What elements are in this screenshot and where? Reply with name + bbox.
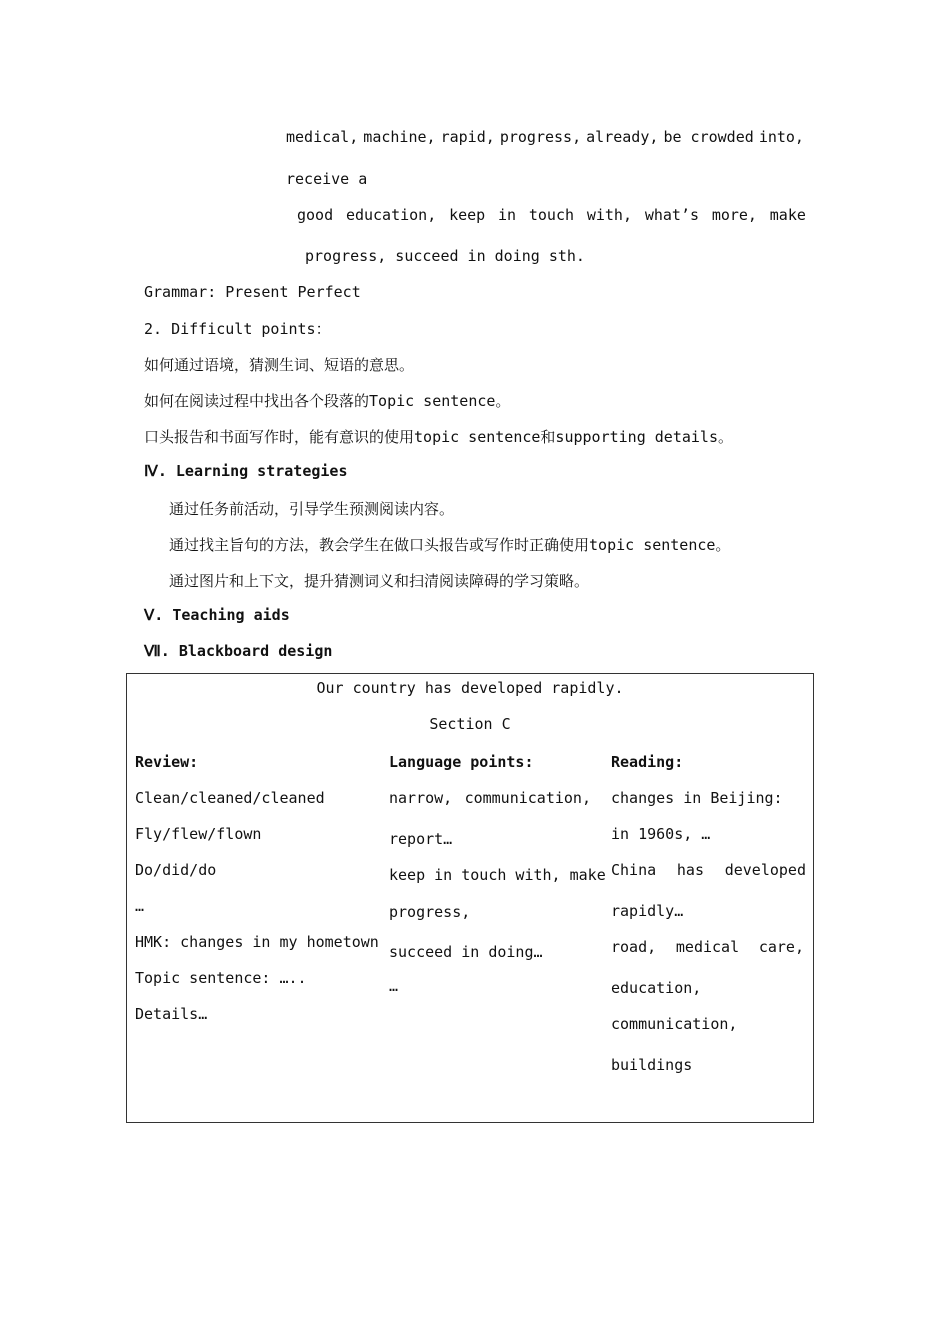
vocab-line-3 [297, 206, 806, 224]
board-section: Section C [429, 715, 511, 733]
reading-word: medical [675, 938, 740, 956]
reading-line [611, 861, 806, 879]
vocab-word: progress, [499, 128, 582, 146]
difficult-point: 如何通过语境，猜测生词、短语的意思。 [144, 356, 415, 374]
language-line: report… [389, 830, 453, 848]
strategy-item: 通过任务前活动，引导学生预测阅读内容。 [169, 500, 455, 518]
review-line: … [135, 897, 145, 915]
language-heading: Language points: [389, 753, 534, 771]
strategy-item: 通过找主旨句的方法，教会学生在做口头报告或写作时正确使用topic sentence。 [169, 536, 731, 554]
reading-word: care, [758, 938, 804, 956]
review-line: Details… [135, 1005, 208, 1023]
teaching-aids-heading: Ⅴ. Teaching aids [144, 606, 290, 624]
blackboard-design-heading: Ⅶ. Blackboard design [144, 642, 333, 660]
vocab-word: machine, [363, 128, 436, 146]
reading-heading: Reading: [611, 753, 684, 771]
vocab-word: in [498, 206, 517, 224]
language-word: communication, [464, 789, 591, 807]
vocab-word: rapid, [440, 128, 495, 146]
vocab-word: keep [449, 206, 486, 224]
reading-word: has [676, 861, 704, 879]
language-line: … [389, 977, 399, 995]
reading-line: rapidly… [611, 902, 684, 920]
vocab-word: into, [758, 128, 804, 146]
vocab-word: what’s [644, 206, 699, 224]
difficult-points-heading: 2. Difficult points： [144, 320, 331, 338]
vocab-word: more, [711, 206, 757, 224]
learning-strategies-heading: Ⅳ. Learning strategies [144, 462, 348, 480]
reading-line: in 1960s, … [611, 825, 711, 843]
reading-line: changes in Beijing: [611, 789, 783, 807]
difficult-point: 如何在阅读过程中找出各个段落的Topic sentence。 [144, 392, 511, 410]
vocab-line-2: receive a [286, 170, 368, 188]
reading-line [611, 938, 804, 956]
vocab-word: education, [345, 206, 437, 224]
grammar-line: Grammar: Present Perfect [144, 283, 361, 301]
reading-word: developed [724, 861, 806, 879]
reading-word: China [611, 861, 657, 879]
reading-word: road, [611, 938, 657, 956]
board-title: Our country has developed rapidly. [316, 679, 624, 697]
review-line: Clean/cleaned/cleaned [135, 789, 325, 807]
vocab-line-1 [286, 128, 804, 146]
vocab-word: with, [586, 206, 632, 224]
review-line: Fly/flew/flown [135, 825, 262, 843]
vocab-word: touch [528, 206, 575, 224]
vocab-word: already, [586, 128, 659, 146]
review-line: HMK: changes in my hometown [135, 933, 379, 951]
review-line: Do/did/do [135, 861, 217, 879]
blackboard-table [126, 673, 814, 1123]
reading-line: communication, [611, 1015, 738, 1033]
strategy-item: 通过图片和上下文，提升猜测词义和扫清阅读障碍的学习策略。 [169, 572, 590, 590]
reading-line: education, [611, 979, 702, 997]
vocab-word: make [769, 206, 806, 224]
language-line: keep in touch with, make [389, 866, 606, 884]
difficult-point: 口头报告和书面写作时，能有意识的使用topic sentence和supporting details。 [144, 428, 733, 446]
vocab-line-4: progress, succeed in doing sth. [305, 247, 585, 265]
language-line: progress, [389, 903, 471, 921]
language-line: succeed in doing… [389, 943, 543, 961]
language-line [389, 789, 591, 807]
vocab-word: good [297, 206, 334, 224]
language-word: narrow, [389, 789, 453, 807]
review-heading: Review: [135, 753, 199, 771]
vocab-word: be crowded [663, 128, 754, 146]
reading-line: buildings [611, 1056, 693, 1074]
review-line: Topic sentence: ….. [135, 969, 307, 987]
vocab-word: medical, [286, 128, 359, 146]
